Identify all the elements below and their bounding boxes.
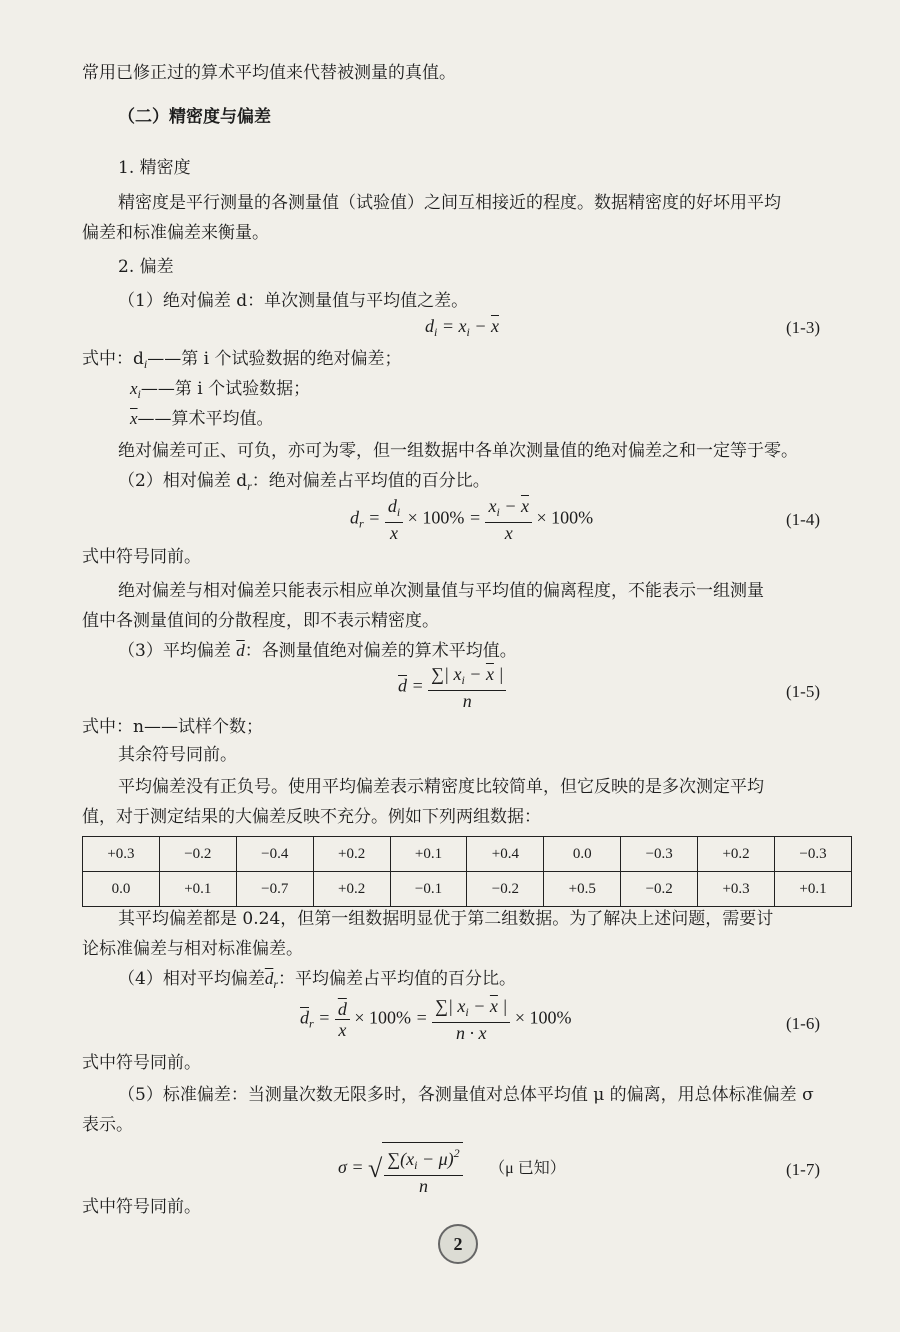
table-cell: +0.1 — [775, 872, 852, 907]
table-cell: −0.2 — [159, 837, 236, 872]
paragraph: 精密度是平行测量的各测量值（试验值）之间互相接近的程度。数据精密度的好坏用平均 — [118, 193, 781, 213]
text-line: 其余符号同前。 — [118, 745, 237, 765]
equation-number: (1-3) — [786, 318, 820, 337]
where-line: $\overline{x}——$算术平均值。 — [130, 409, 274, 429]
table-cell: −0.1 — [390, 872, 467, 907]
paragraph: 平均偏差没有正负号。使用平均偏差表示精密度比较简单，但它反映的是多次测定平均 — [118, 777, 764, 797]
paragraph: 偏差和标准偏差来衡量。 — [82, 223, 269, 243]
subheading-precision: 1. 精密度 — [118, 158, 191, 178]
item-absolute-deviation: （1）绝对偏差 d：单次测量值与平均值之差。 — [118, 291, 469, 311]
table-cell: +0.3 — [83, 837, 160, 872]
equation-number: (1-7) — [786, 1160, 820, 1179]
item-relative-mean-deviation: （4）相对平均偏差$\overline{d}_r$：平均偏差占平均值的百分比。 — [118, 969, 516, 991]
subheading-deviation: 2. 偏差 — [118, 257, 174, 277]
where-line: 式中：n——试样个数； — [82, 717, 263, 737]
table-cell: +0.1 — [159, 872, 236, 907]
table-cell: −0.4 — [236, 837, 313, 872]
table-cell: −0.2 — [467, 872, 544, 907]
table-cell: +0.3 — [698, 872, 775, 907]
paragraph: 绝对偏差可正、可负，亦可为零，但一组数据中各单次测量值的绝对偏差之和一定等于零。 — [118, 441, 798, 461]
table-cell: +0.2 — [313, 872, 390, 907]
paragraph: 绝对偏差与相对偏差只能表示相应单次测量值与平均值的偏离程度，不能表示一组测量 — [118, 581, 764, 601]
table-row — [83, 872, 852, 907]
formula-1-4: $d_r$ = $\frac{d_i}{x}$ × 100% = $\frac{x_i - \overline{x}}{x}$ × 100% — [350, 496, 594, 543]
table-cell: +0.2 — [313, 837, 390, 872]
table-cell: −0.2 — [621, 872, 698, 907]
paragraph: 值中各测量值间的分散程度，即不表示精密度。 — [82, 611, 439, 631]
formula-1-5: $\overline{d}$ = $\frac{\sum| x_i - \overline{x} |}{n}$ — [398, 664, 506, 711]
item-relative-deviation: （2）相对偏差 $d_r$：绝对偏差占平均值的百分比。 — [118, 471, 490, 493]
table-cell: −0.7 — [236, 872, 313, 907]
where-line: $x_i——$第 i 个试验数据； — [130, 379, 311, 401]
paragraph: 论标准偏差与相对标准偏差。 — [82, 939, 303, 959]
where-line: 式中：$d_i——$第 i 个试验数据的绝对偏差； — [82, 349, 402, 371]
item-mean-deviation: （3）平均偏差 $\overline{d}$：各测量值绝对偏差的算术平均值。 — [118, 641, 517, 661]
table-cell: +0.2 — [698, 837, 775, 872]
text-line: 式中符号同前。 — [82, 547, 201, 567]
item-standard-deviation: （5）标准偏差：当测量次数无限多时，各测量值对总体平均值 μ 的偏离，用总体标准偏差 σ — [118, 1085, 814, 1105]
table-row — [83, 837, 852, 872]
table-cell: +0.1 — [390, 837, 467, 872]
equation-number: (1-5) — [786, 682, 820, 701]
page-number: 2 — [438, 1224, 478, 1264]
paragraph: 其平均偏差都是 0.24，但第一组数据明显优于第二组数据。为了解决上述问题，需要讨 — [118, 909, 774, 929]
text-line: 式中符号同前。 — [82, 1197, 201, 1217]
text-line: 表示。 — [82, 1115, 133, 1135]
text-line: 常用已修正过的算术平均值来代替被测量的真值。 — [82, 63, 456, 83]
data-table — [82, 836, 852, 907]
table-cell: 0.0 — [544, 837, 621, 872]
table-cell: +0.5 — [544, 872, 621, 907]
table-cell: −0.3 — [775, 837, 852, 872]
text-line: 式中符号同前。 — [82, 1053, 201, 1073]
table-cell: 0.0 — [83, 872, 160, 907]
equation-number: (1-6) — [786, 1014, 820, 1033]
table-cell: −0.3 — [621, 837, 698, 872]
formula-1-6: $\overline{d}_r$ = $\frac{\overline{d}}{x}$ × 100% = $\frac{\sum| x_i - \overline{x} |}{n \cdot \overline{x}}$ × 100% — [300, 996, 572, 1043]
table-cell: +0.4 — [467, 837, 544, 872]
formula-1-7: σ = √ $\frac{\sum(x_i - \mu)^2}{n}$ （μ 已知） — [338, 1142, 566, 1196]
section-title: （二）精密度与偏差 — [118, 107, 271, 127]
paragraph: 值，对于测定结果的大偏差反映不充分。例如下列两组数据： — [82, 807, 541, 827]
equation-number: (1-4) — [786, 510, 820, 529]
formula-1-3: $d_i = x_i - \overline{x}$ — [425, 316, 499, 339]
